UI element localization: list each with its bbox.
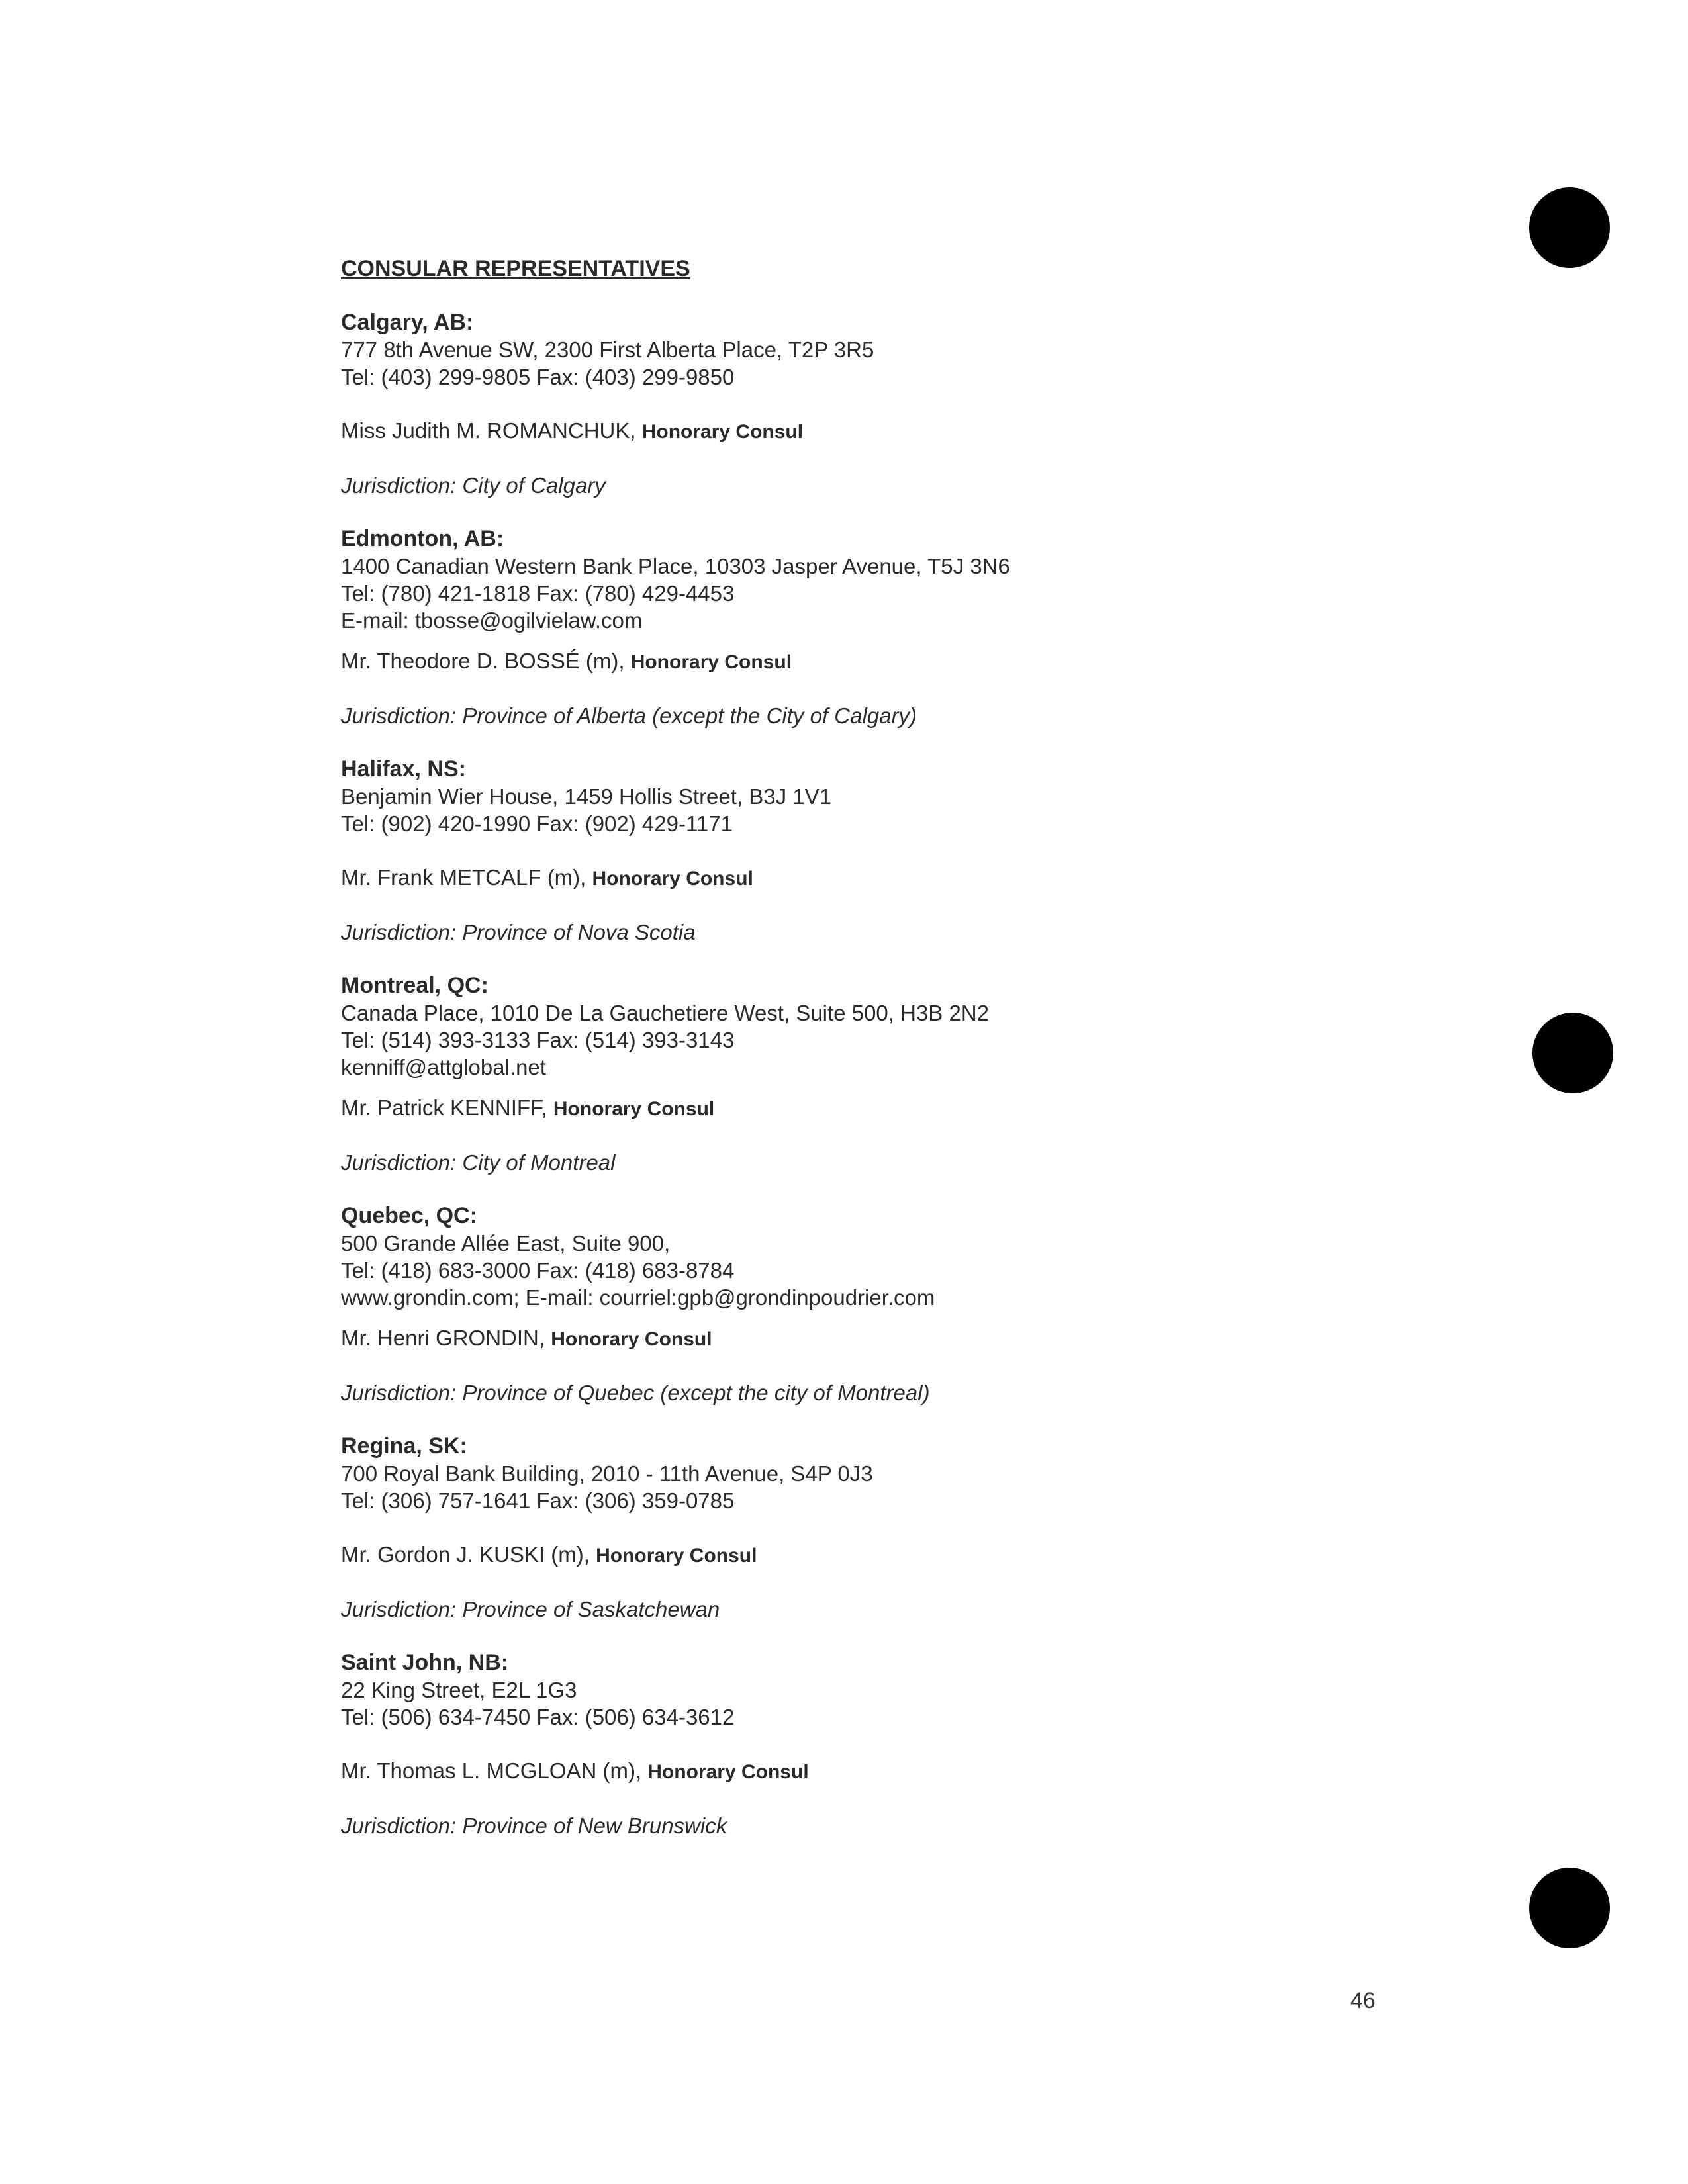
consul-name: Mr. Frank METCALF (m), [341,865,592,889]
phone-fax: Tel: (902) 420-1990 Fax: (902) 429-1171 [341,811,733,836]
city-name: Edmonton, AB: [341,526,504,551]
address: Canada Place, 1010 De La Gauchetiere West, Suite 500, H3B 2N2 [341,1001,989,1025]
city-name: Quebec, QC: [341,1203,477,1228]
phone-fax: Tel: (506) 634-7450 Fax: (506) 634-3612 [341,1705,735,1729]
consulate-entry-montreal [341,972,1532,1176]
city-name: Calgary, AB: [341,310,474,335]
consulate-entry-regina [341,1433,1532,1623]
consul-rank: Honorary Consul [592,868,753,889]
consul-line [341,417,1532,445]
consulate-entry-saint-john [341,1649,1532,1839]
website-email: www.grondin.com; E-mail: courriel:gpb@grondinpoudrier.com [341,1285,935,1310]
consul-name: Mr. Patrick KENNIFF, [341,1095,553,1120]
city-name: Saint John, NB: [341,1650,509,1675]
consul-name: Mr. Henri GRONDIN, [341,1326,551,1350]
consul-line [341,864,1532,892]
consulate-entry-edmonton [341,525,1532,729]
punch-hole-top [1529,187,1610,268]
phone-fax: Tel: (514) 393-3133 Fax: (514) 393-3143 [341,1028,735,1052]
address: 22 King Street, E2L 1G3 [341,1678,577,1702]
phone-fax: Tel: (306) 757-1641 Fax: (306) 359-0785 [341,1488,735,1513]
address: 500 Grande Allée East, Suite 900, [341,1231,671,1255]
consul-name: Miss Judith M. ROMANCHUK, [341,418,642,443]
jurisdiction: Jurisdiction: Province of New Brunswick [341,1813,727,1838]
consul-rank: Honorary Consul [551,1328,712,1350]
consulate-entry-quebec [341,1203,1532,1406]
city-name: Montreal, QC: [341,973,489,998]
consul-rank: Honorary Consul [630,651,792,673]
email: kenniff@attglobal.net [341,1055,546,1079]
page-number: 46 [1350,1988,1376,2013]
consul-line [341,1094,1532,1122]
consul-line [341,1757,1532,1786]
city-name: Halifax, NS: [341,756,466,782]
punch-hole-bottom [1529,1868,1610,1948]
address: 777 8th Avenue SW, 2300 First Alberta Place, T2P 3R5 [341,338,874,362]
consul-name: Mr. Gordon J. KUSKI (m), [341,1542,596,1567]
consul-rank: Honorary Consul [647,1761,809,1783]
email: E-mail: tbosse@ogilvielaw.com [341,608,643,633]
consul-rank: Honorary Consul [641,421,804,443]
consulate-entry-calgary [341,309,1532,499]
phone-fax: Tel: (780) 421-1818 Fax: (780) 429-4453 [341,581,735,606]
phone-fax: Tel: (403) 299-9805 Fax: (403) 299-9850 [341,365,735,389]
address: 1400 Canadian Western Bank Place, 10303 Jasper Avenue, T5J 3N6 [341,554,1010,578]
consul-rank: Honorary Consul [596,1545,757,1567]
jurisdiction: Jurisdiction: Province of Nova Scotia [341,920,696,944]
consul-name: Mr. Thomas L. MCGLOAN (m), [341,1758,648,1783]
consul-rank: Honorary Consul [553,1098,715,1120]
consul-line [341,1324,1532,1353]
consulate-entry-halifax [341,756,1532,946]
consul-name: Mr. Theodore D. BOSSÉ (m), [341,649,631,673]
consul-line [341,647,1532,676]
jurisdiction: Jurisdiction: City of Calgary [341,473,606,498]
consular-list [341,255,1532,1866]
punch-hole-middle [1532,1013,1613,1093]
jurisdiction: Jurisdiction: City of Montreal [341,1150,616,1175]
jurisdiction: Jurisdiction: Province of Alberta (except the City of Calgary) [341,704,917,728]
phone-fax: Tel: (418) 683-3000 Fax: (418) 683-8784 [341,1258,735,1283]
jurisdiction: Jurisdiction: Province of Quebec (except the city of Montreal) [341,1381,930,1405]
city-name: Regina, SK: [341,1433,467,1459]
jurisdiction: Jurisdiction: Province of Saskatchewan [341,1597,720,1621]
address: Benjamin Wier House, 1459 Hollis Street, B3J 1V1 [341,784,832,809]
address: 700 Royal Bank Building, 2010 - 11th Avenue, S4P 0J3 [341,1461,873,1486]
page-heading: CONSULAR REPRESENTATIVES [341,256,690,281]
consul-line [341,1541,1532,1569]
